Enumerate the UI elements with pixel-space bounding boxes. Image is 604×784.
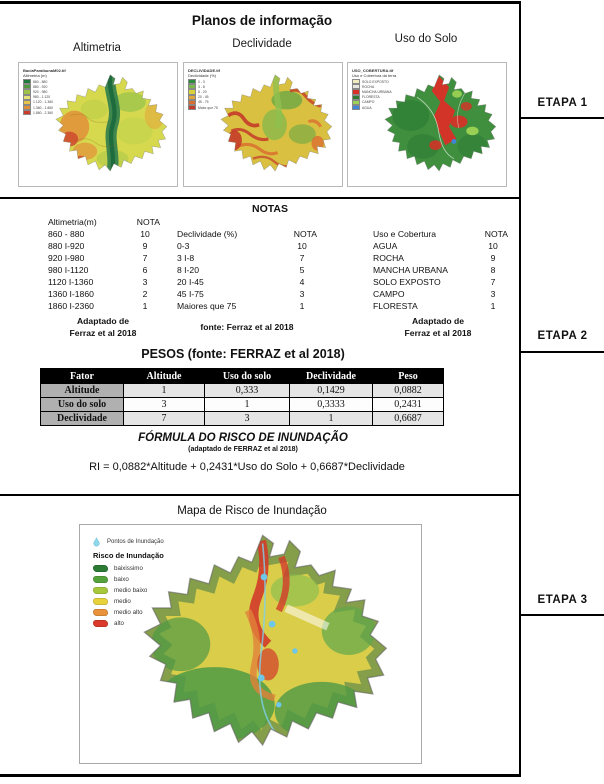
risk-legend-row: [93, 574, 164, 585]
risk-legend-title: Risco de Inundação: [93, 551, 164, 560]
notas-row: CAMPO 3: [373, 289, 496, 299]
notas-uso-source: Adaptado de Ferraz et al 2018: [404, 316, 472, 338]
legend-label: MANCHA URBANA: [362, 89, 392, 94]
notas-row: 860 - 880 10: [48, 229, 150, 239]
risk-legend-row: [93, 607, 164, 618]
legend-label: 880 - 920: [33, 84, 48, 89]
flood-points-label: Pontos de Inundação: [107, 539, 164, 545]
legend-label: medio baixo: [114, 587, 148, 594]
uso-solo-legend-subtitle: Uso e Cobertura da terra: [352, 73, 397, 78]
notas-row: FLORESTA 1: [373, 301, 496, 311]
notas-declividade-column: [177, 228, 317, 312]
etapa-1-label: ETAPA 1: [537, 97, 588, 109]
legend-label: 0 - 3: [198, 79, 205, 84]
declividade-map-panel: [183, 62, 343, 187]
section-divider-1: [0, 197, 521, 199]
altimetria-legend-title: BaciaParaibunaM02.tif: [23, 68, 66, 73]
uso-solo-map-title: Uso do Solo: [394, 33, 458, 45]
uso-solo-map-image: [380, 67, 503, 183]
legend-label: 1.860 - 2.360: [33, 110, 53, 115]
legend-label: 980 - 1.120: [33, 95, 51, 100]
legend-label: SOLO EXPOSTO: [362, 79, 389, 84]
section-divider-2: [0, 494, 521, 496]
pesos-table: [40, 368, 444, 426]
legend-swatch: [23, 110, 31, 115]
legend-swatch: [93, 576, 108, 583]
planos-title: Planos de informação: [191, 13, 333, 28]
notas-row: 8 I-20 5: [177, 265, 305, 275]
risk-legend-row: [93, 596, 164, 607]
notas-altimetria-header: Altimetria(m): [48, 217, 97, 227]
notas-row: 0-3 10: [177, 241, 307, 251]
etapa-1-underline: [521, 117, 604, 119]
notas-row: 45 I-75 3: [177, 289, 305, 299]
legend-swatch: [93, 609, 108, 616]
legend-swatch: [188, 105, 196, 110]
uso-solo-map-panel: [347, 62, 507, 187]
legend-swatch: [93, 565, 108, 572]
notas-row: 920 I-980 7: [48, 253, 148, 263]
legend-label: alto: [114, 620, 124, 627]
legend-label: ROCHA: [362, 84, 375, 89]
pesos-header-row: Fator Altitude Uso do solo Declividade Peso: [41, 369, 444, 384]
legend-label: 920 - 980: [33, 89, 48, 94]
altimetria-map-image: [51, 67, 174, 183]
risk-map-legend: [93, 537, 164, 629]
declividade-map-title: Declividade: [232, 38, 292, 50]
altimetria-map-title: Altimetria: [73, 42, 121, 54]
uso-solo-legend: [352, 68, 396, 110]
notas-row: AGUA 10: [373, 241, 498, 251]
declividade-map-image: [216, 67, 339, 183]
legend-label: Maior que 75: [198, 105, 218, 110]
legend-label: baixissimo: [114, 565, 143, 572]
etapa-3-label: ETAPA 3: [537, 594, 588, 606]
notas-uso-column: [373, 228, 508, 312]
altimetria-legend-subtitle: Altimetria (m): [23, 73, 47, 78]
flood-points-entry: [93, 537, 164, 547]
notas-row: 880 I-920 9: [48, 241, 148, 251]
nota-header: NOTA: [136, 217, 160, 227]
notas-row: SOLO EXPOSTO 7: [373, 277, 496, 287]
notas-row: MANCHA URBANA 8: [373, 265, 496, 275]
risk-legend-row: [93, 563, 164, 574]
legend-label: 3 - 8: [198, 84, 205, 89]
legend-label: 860 - 880: [33, 79, 48, 84]
formula-subtitle: (adaptado de FERRAZ et al 2018): [188, 446, 298, 453]
uso-solo-legend-title: USO_COBERTURA.tif: [352, 68, 394, 73]
pesos-row-declividade: Declividade 7 3 1 0,6687: [41, 412, 444, 426]
legend-label: FLORESTA: [362, 95, 380, 100]
legend-label: 45 - 75: [198, 100, 209, 105]
notas-row: 1120 I-1360 3: [48, 277, 148, 287]
legend-label: medio alto: [114, 609, 143, 616]
frame-bottom-line: [0, 774, 521, 777]
risk-legend-row: [93, 618, 164, 629]
legend-label: 1.360 - 1.860: [33, 105, 53, 110]
legend-swatch: [352, 105, 360, 110]
legend-label: 20 - 45: [198, 95, 209, 100]
legend-label: 1.120 - 1.360: [33, 100, 53, 105]
risk-legend-row: [93, 585, 164, 596]
notas-row: 1360 I-1860 2: [48, 289, 148, 299]
legend-swatch: [93, 620, 108, 627]
legend-label: medio: [114, 598, 131, 605]
legend-label: AGUA: [362, 105, 372, 110]
legend-swatch: [93, 598, 108, 605]
nota-header: NOTA: [484, 229, 508, 239]
notas-declividade-source: fonte: Ferraz et al 2018: [200, 322, 294, 332]
risk-map-panel: [79, 524, 422, 764]
formula-equation: RI = 0,0882*Altitude + 0,2431*Uso do Solo + 0,6687*Declividade: [89, 461, 405, 473]
notas-row: 20 I-45 4: [177, 277, 305, 287]
legend-label: 8 - 20: [198, 89, 207, 94]
notas-row: 1860 I-2360 1: [48, 301, 148, 311]
legend-label: CAMPO: [362, 100, 375, 105]
pesos-row-altitude: Altitude 1 0,333 0,1429 0,0882: [41, 384, 444, 398]
legend-swatch: [93, 587, 108, 594]
etapa-3-underline: [521, 614, 604, 616]
notas-altimetria-source: Adaptado de Ferraz et al 2018: [69, 316, 137, 338]
declividade-legend: [188, 68, 220, 110]
declividade-legend-subtitle: Declividade (%): [188, 73, 217, 78]
notas-declividade-header: Declividade (%): [177, 229, 238, 239]
water-drop-icon: [93, 537, 100, 547]
pesos-row-uso: Uso do solo 3 1 0,3333 0,2431: [41, 398, 444, 412]
notas-row: 3 I-8 7: [177, 253, 305, 263]
altimetria-map-panel: [18, 62, 178, 187]
nota-header: NOTA: [293, 229, 317, 239]
risk-map-title: Mapa de Risco de Inundação: [177, 505, 327, 517]
notas-uso-header: Uso e Cobertura: [373, 229, 437, 239]
notas-title: NOTAS: [252, 203, 288, 215]
frame-top-line: [0, 1, 521, 4]
legend-label: baixo: [114, 576, 129, 583]
declividade-legend-title: DECLIVIDADE.tif: [188, 68, 220, 73]
etapa-2-underline: [521, 351, 604, 353]
formula-title: FÓRMULA DO RISCO DE INUNDAÇÃO: [138, 432, 348, 444]
altimetria-legend: [23, 68, 66, 115]
pesos-title: PESOS (fonte: FERRAZ et al 2018): [141, 347, 345, 361]
notas-altimetria-column: [48, 216, 160, 312]
notas-row: 980 I-1120 6: [48, 265, 148, 275]
notas-row: Maiores que 75 1: [177, 301, 305, 311]
etapa-2-label: ETAPA 2: [537, 330, 588, 342]
notas-row: ROCHA 9: [373, 253, 496, 263]
